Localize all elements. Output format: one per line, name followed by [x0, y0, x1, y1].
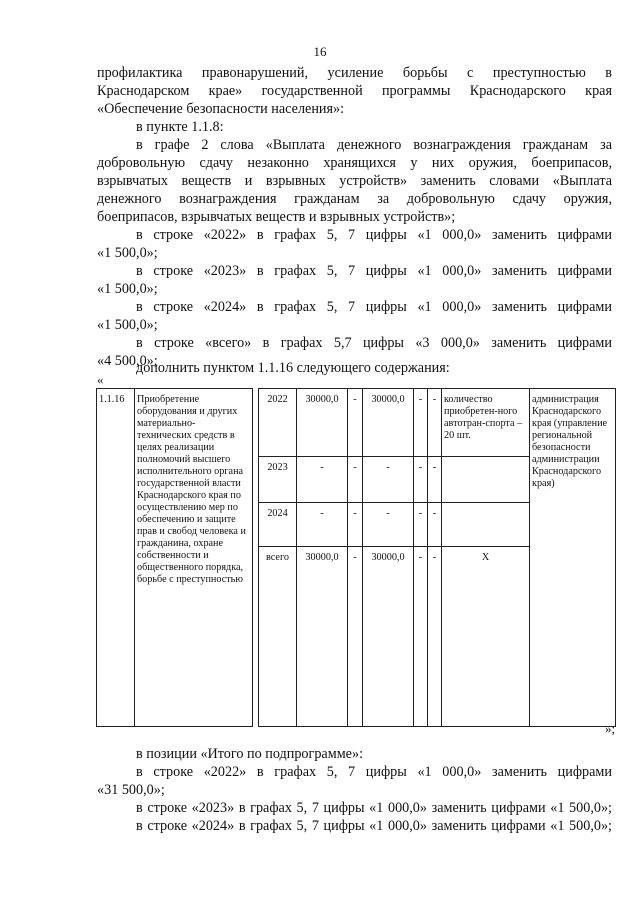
- federal-cell: -: [348, 503, 363, 547]
- text-line: в строке «всего» в графах 5,7 цифры «3 000,0» заменить цифрами: [136, 335, 612, 351]
- year-cell: 2022: [259, 389, 297, 457]
- text-line: добровольную сдачу незаконно хранящихся у них оружия, боеприпасов,: [97, 155, 612, 171]
- extrabudget-cell: -: [428, 389, 442, 457]
- regional-cell: -: [363, 457, 414, 503]
- federal-cell: -: [348, 457, 363, 503]
- year-cell: 2023: [259, 457, 297, 503]
- text-line: взрывчатых веществ и взрывных устройств» заменить словами «Выплата: [97, 173, 612, 189]
- item-number: 1.1.16: [97, 389, 135, 727]
- year-cell: 2024: [259, 503, 297, 547]
- regional-cell: 30000,0: [363, 547, 414, 727]
- regional-cell: 30000,0: [363, 389, 414, 457]
- text-line: в пункте 1.1.8:: [136, 119, 224, 135]
- text-line: в строке «2022» в графах 5, 7 цифры «1 000,0» заменить цифрами: [136, 764, 612, 780]
- year-cell: всего: [259, 547, 297, 727]
- municipal-cell: -: [414, 547, 428, 727]
- quote-close: »;: [605, 721, 616, 736]
- text-line: «1 500,0»;: [97, 281, 158, 297]
- text-line: дополнить пунктом 1.1.16 следующего содержания:: [136, 360, 450, 376]
- text-line: в графе 2 слова «Выплата денежного вознаграждения гражданам за: [136, 137, 612, 153]
- extrabudget-cell: -: [428, 547, 442, 727]
- text-line: в строке «2023» в графах 5, 7 цифры «1 000,0» заменить цифрами «1 500,0»;: [136, 800, 612, 816]
- municipal-cell: -: [414, 457, 428, 503]
- text-line: «4 500,0»;: [97, 353, 158, 369]
- program-table: [96, 388, 616, 727]
- text-line: «Обеспечение безопасности населения»:: [97, 101, 345, 117]
- text-line: «1 500,0»;: [97, 317, 158, 333]
- total-cell: -: [297, 503, 348, 547]
- page-number: 16: [313, 44, 327, 59]
- municipal-cell: -: [414, 503, 428, 547]
- result-cell: [442, 457, 530, 503]
- regional-cell: -: [363, 503, 414, 547]
- total-cell: 30000,0: [297, 547, 348, 727]
- text-line: «31 500,0»;: [97, 782, 165, 798]
- total-cell: -: [297, 457, 348, 503]
- text-line: «1 500,0»;: [97, 245, 158, 261]
- result-total-cell: X: [442, 547, 530, 727]
- executor-cell: администрация Краснодарского края (управление региональной безопасности администрации Краснодарского края): [530, 389, 616, 727]
- extrabudget-cell: -: [428, 503, 442, 547]
- text-line: в строке «2022» в графах 5, 7 цифры «1 000,0» заменить цифрами: [136, 227, 612, 243]
- quote-open: «: [97, 372, 104, 387]
- text-line: денежного вознаграждения гражданам за добровольную сдачу оружия,: [97, 191, 612, 207]
- text-line: Краснодарском крае» государственной программы Краснодарского края: [97, 83, 612, 99]
- total-cell: 30000,0: [297, 389, 348, 457]
- text-line: в строке «2023» в графах 5, 7 цифры «1 000,0» заменить цифрами: [136, 263, 612, 279]
- federal-cell: -: [348, 389, 363, 457]
- result-cell: количество приобретен-ного автотран-спорта – 20 шт.: [442, 389, 530, 457]
- text-line: в позиции «Итого по подпрограмме»:: [136, 746, 364, 762]
- federal-cell: -: [348, 547, 363, 727]
- text-line: в строке «2024» в графах 5, 7 цифры «1 000,0» заменить цифрами «1 500,0»;: [136, 818, 612, 834]
- extrabudget-cell: -: [428, 457, 442, 503]
- municipal-cell: -: [414, 389, 428, 457]
- text-line: в строке «2024» в графах 5, 7 цифры «1 000,0» заменить цифрами: [136, 299, 612, 315]
- item-description: Приобретение оборудования и других материально-технических средств в целях реализации полномочий высшего исполнительного органа государственной власти Краснодарского края по осуществлению мер по обеспечению и защите прав и свобод человека и гражданина, охране собственности и общественного порядка, борьбе с преступностью: [135, 389, 253, 727]
- text-line: боеприпасов, взрывчатых веществ и взрывных устройств»;: [97, 209, 456, 225]
- text-line: профилактика правонарушений, усиление борьбы с преступностью в: [97, 65, 612, 81]
- result-cell: [442, 503, 530, 547]
